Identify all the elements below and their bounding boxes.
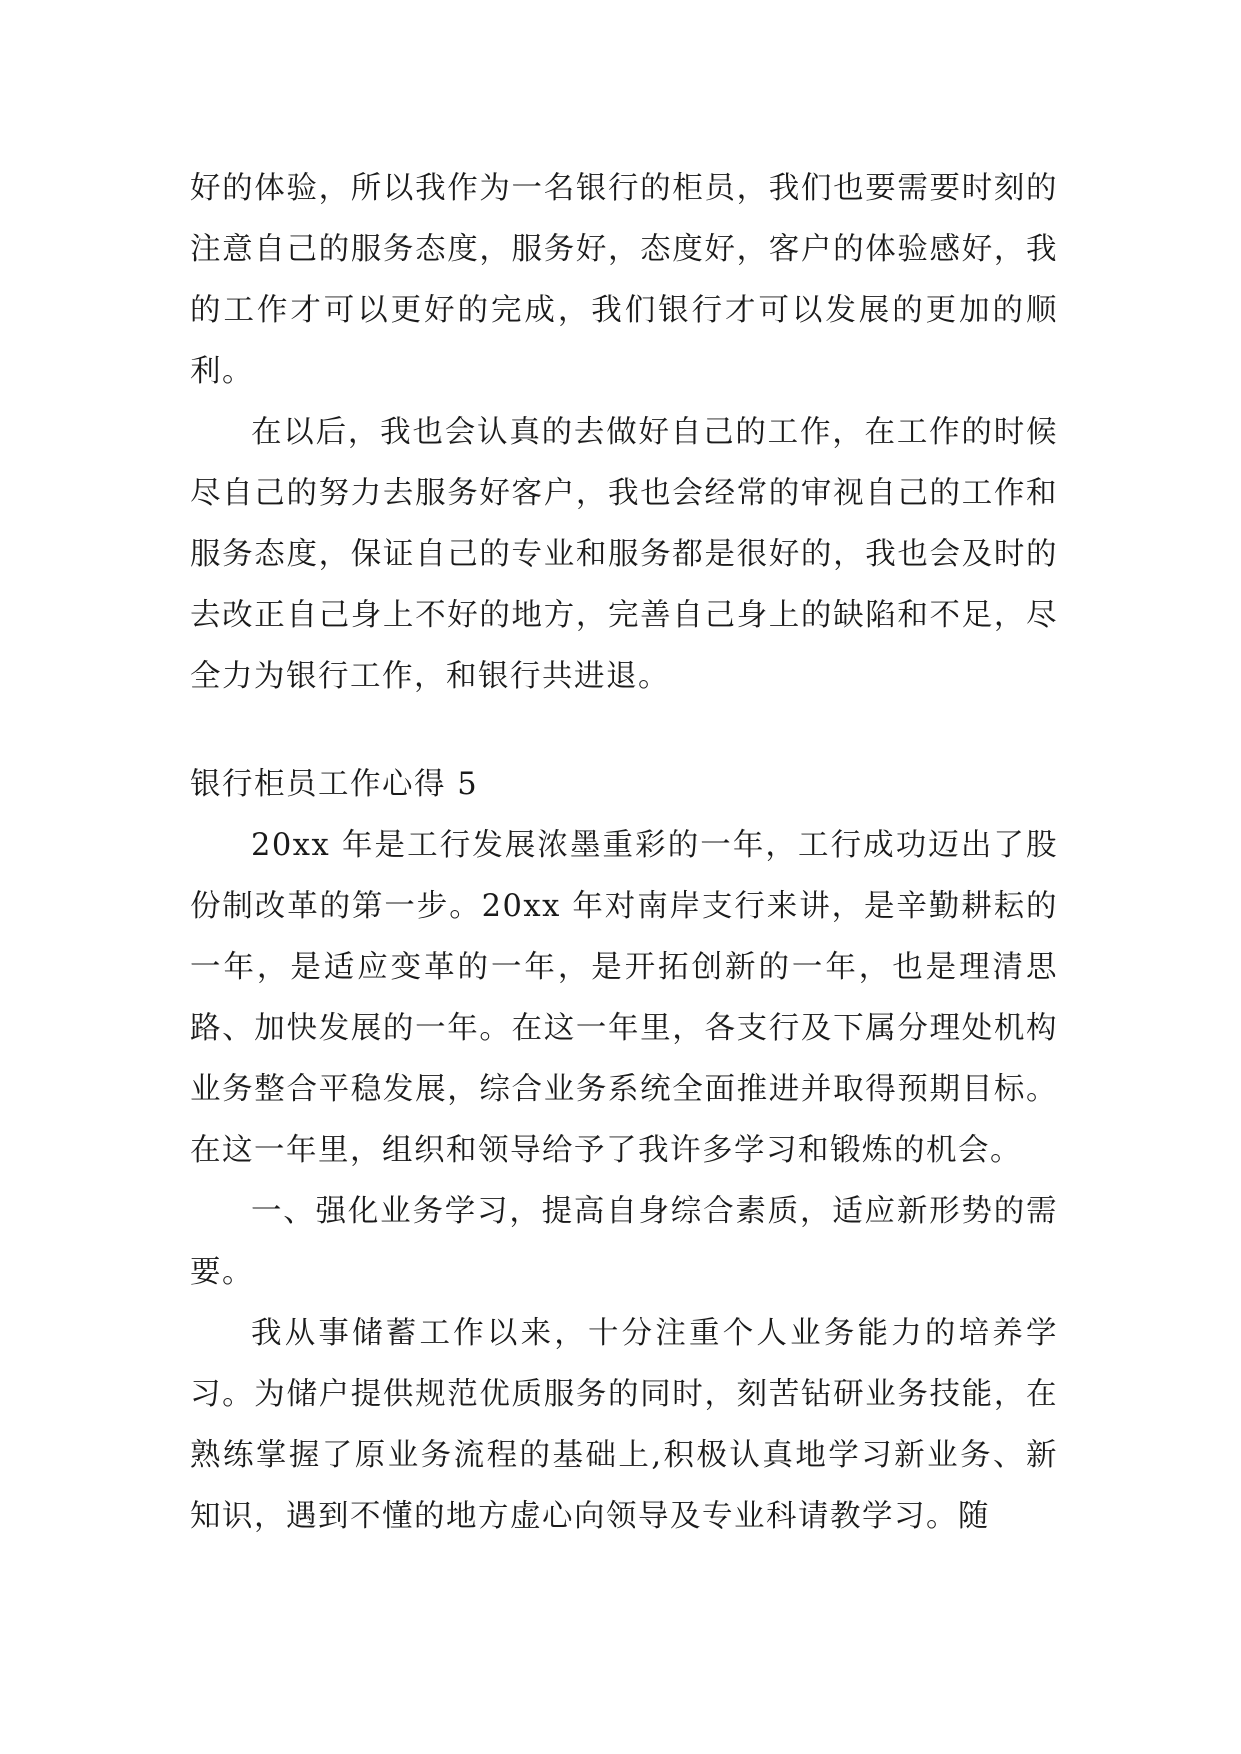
paragraph-point-one: 一、强化业务学习，提高自身综合素质，适应新形势的需要。 <box>190 1194 1058 1290</box>
section-heading: 银行柜员工作心得 5 <box>190 767 479 802</box>
paragraph-study: 我从事储蓄工作以来，十分注重个人业务能力的培养学习。为储户提供规范优质服务的同时，刻苦钻研业务技能，在熟练掌握了原业务流程的基础上,积极认真地学习新业务、新知识，遇到不懂的地方虚心向领导及专业科请教学习。随 <box>190 1316 1058 1534</box>
document-body <box>190 158 1058 1547</box>
paragraph-year-review: 20xx 年是工行发展浓墨重彩的一年，工行成功迈出了股份制改革的第一步。20xx 年对南岸支行来讲，是辛勤耕耘的一年，是适应变革的一年，是开拓创新的一年，也是理清思路、加快发展的一年。在这一年里，各支行及下属分理处机构业务整合平稳发展，综合业务系统全面推进并取得预期目标。在这一年里，组织和领导给予了我许多学习和锻炼的机会。 <box>190 828 1058 1168</box>
paragraph-continued: 好的体验，所以我作为一名银行的柜员，我们也要需要时刻的注意自己的服务态度，服务好，态度好，客户的体验感好，我的工作才可以更好的完成，我们银行才可以发展的更加的顺利。 <box>190 171 1058 389</box>
paragraph-future-work: 在以后，我也会认真的去做好自己的工作，在工作的时候尽自己的努力去服务好客户，我也会经常的审视自己的工作和服务态度，保证自己的专业和服务都是很好的，我也会及时的去改正自己身上不好的地方，完善自己身上的缺陷和不足，尽全力为银行工作，和银行共进退。 <box>190 415 1058 694</box>
